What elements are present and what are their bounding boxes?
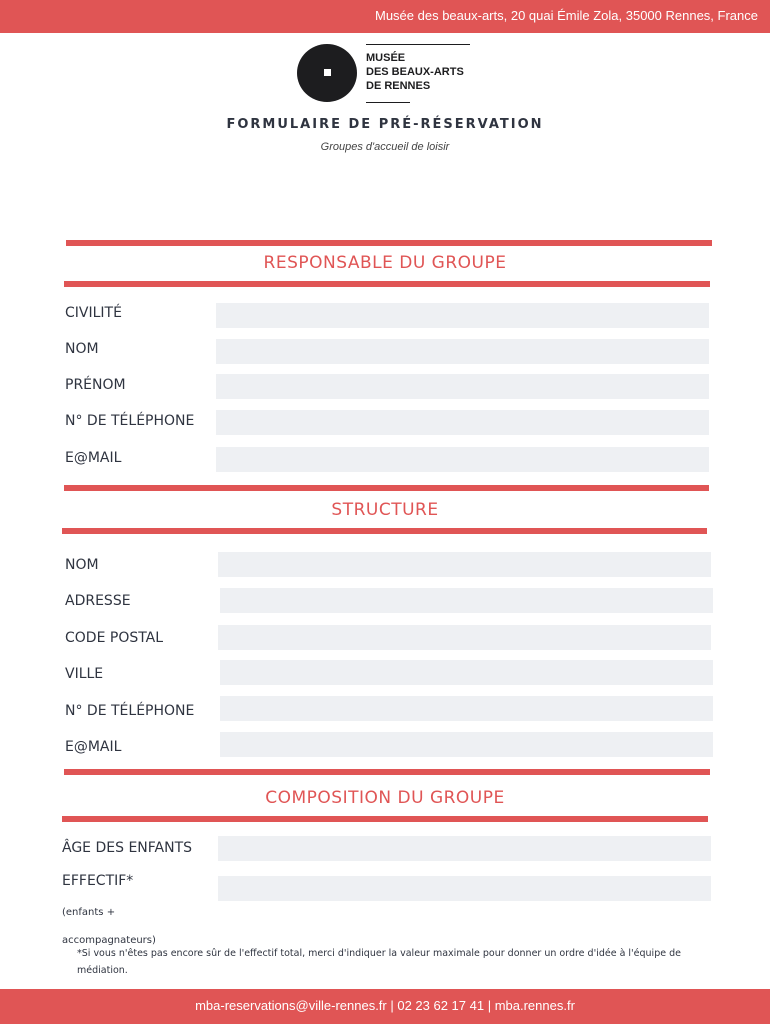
- label-structure-nom: NOM: [65, 557, 99, 573]
- label-prenom: PRÉNOM: [65, 377, 126, 393]
- header-bar: [0, 0, 770, 33]
- section-title-composition: COMPOSITION DU GROUPE: [265, 788, 505, 808]
- section-rule-bottom: [62, 528, 707, 534]
- form-subtitle: Groupes d'accueil de loisir: [320, 141, 450, 153]
- logo-line-3: DE RENNES: [366, 80, 431, 92]
- footer-contact: mba-reservations@ville-rennes.fr | 02 23 62 17 41 | mba.rennes.fr: [195, 998, 575, 1013]
- section-rule-top: [64, 769, 710, 775]
- label-age-enfants: ÂGE DES ENFANTS: [62, 840, 193, 856]
- prenom-field[interactable]: [216, 374, 709, 399]
- ville-field[interactable]: [220, 660, 713, 685]
- label-ville: VILLE: [65, 666, 104, 682]
- label-adresse: ADRESSE: [65, 593, 131, 609]
- label-civilite: CIVILITÉ: [65, 305, 122, 321]
- form-title: FORMULAIRE DE PRÉ-RÉSERVATION: [226, 117, 544, 132]
- label-email: E@MAIL: [65, 450, 122, 466]
- structure-email-field[interactable]: [220, 732, 713, 757]
- logo-square-icon: [324, 69, 331, 76]
- structure-telephone-field[interactable]: [220, 696, 713, 721]
- section-title-structure: STRUCTURE: [331, 500, 439, 520]
- effectif-note: *Si vous n'êtes pas encore sûr de l'effectif total, merci d'indiquer la valeur maximale pour donner un ordre d'idée à l'équipe de médiation.: [77, 948, 681, 976]
- logo-line-1: MUSÉE: [366, 52, 406, 64]
- logo-rule-top: [366, 44, 470, 45]
- label-code-postal: CODE POSTAL: [65, 630, 164, 646]
- effectif-hint-2: accompagnateurs): [62, 935, 156, 946]
- label-effectif: EFFECTIF*: [62, 873, 134, 889]
- adresse-field[interactable]: [220, 588, 713, 613]
- section-rule-top: [64, 485, 709, 491]
- civilite-field[interactable]: [216, 303, 709, 328]
- age-enfants-field[interactable]: [218, 836, 711, 861]
- structure-nom-field[interactable]: [218, 552, 711, 577]
- label-structure-telephone: N° DE TÉLÉPHONE: [65, 703, 195, 719]
- label-structure-email: E@MAIL: [65, 739, 122, 755]
- footer-bar: [0, 989, 770, 1024]
- museum-address: Musée des beaux-arts, 20 quai Émile Zola, 35000 Rennes, France: [375, 8, 758, 23]
- logo-text: [366, 51, 464, 93]
- effectif-field[interactable]: [218, 876, 711, 901]
- code-postal-field[interactable]: [218, 625, 711, 650]
- label-telephone: N° DE TÉLÉPHONE: [65, 413, 195, 429]
- museum-logo: [297, 44, 477, 104]
- section-rule-bottom: [64, 281, 710, 287]
- label-nom: NOM: [65, 341, 99, 357]
- effectif-hint-1: (enfants +: [62, 907, 116, 918]
- nom-field[interactable]: [216, 339, 709, 364]
- logo-rule-bottom: [366, 102, 410, 103]
- section-title-responsable: RESPONSABLE DU GROUPE: [263, 253, 507, 273]
- telephone-field[interactable]: [216, 410, 709, 435]
- section-rule-bottom: [62, 816, 708, 822]
- section-rule-top: [66, 240, 712, 246]
- email-field[interactable]: [216, 447, 709, 472]
- logo-line-2: DES BEAUX-ARTS: [366, 66, 464, 78]
